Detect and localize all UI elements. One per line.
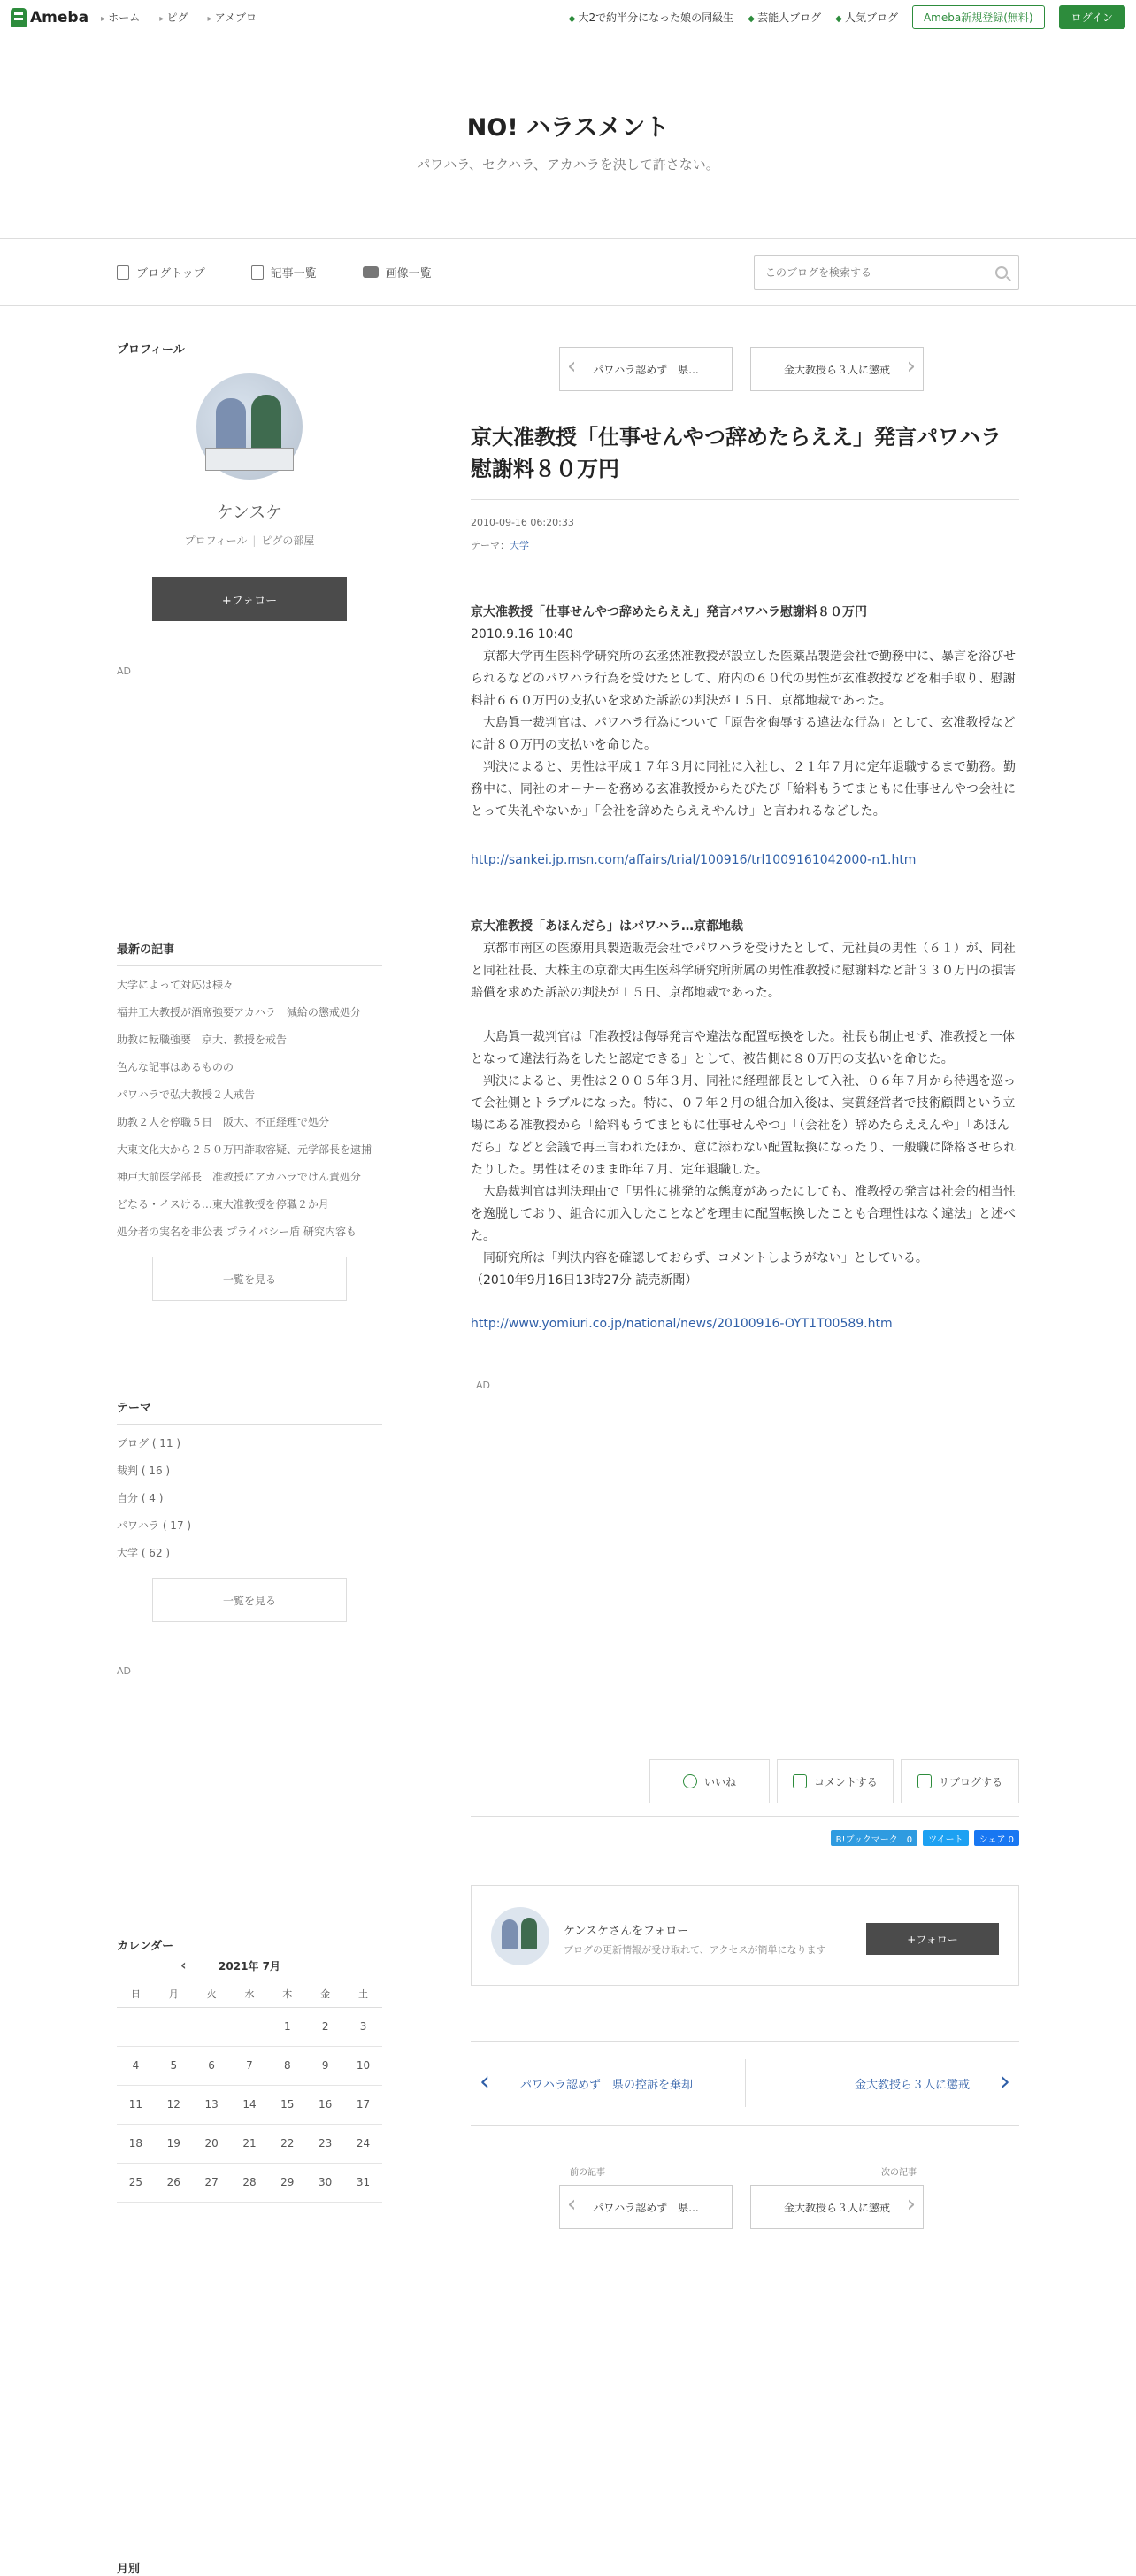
calendar-day[interactable]: 4 bbox=[117, 2046, 155, 2085]
avatar-figure-right bbox=[251, 395, 281, 451]
pager-buttons bbox=[559, 2185, 927, 2229]
follow-button[interactable]: +フォロー bbox=[152, 577, 347, 621]
calendar-day bbox=[231, 2007, 269, 2046]
section-date: 2010.9.16 10:40 bbox=[471, 627, 574, 642]
calendar-day[interactable]: 2 bbox=[306, 2007, 344, 2046]
theme-item[interactable]: パワハラ ( 17 ) bbox=[117, 1519, 192, 1532]
monthly-heading: 月別 bbox=[117, 2563, 141, 2576]
theme-link[interactable]: 大学 bbox=[510, 540, 529, 551]
calendar-heading: カレンダー bbox=[117, 1940, 174, 1953]
ad-label: AD bbox=[117, 665, 131, 677]
calendar-week bbox=[117, 2007, 382, 2046]
weekday: 金 bbox=[306, 1980, 344, 2007]
section-text: 京都市南区の医療用具製造販売会社でパワハラを受けたとして、元社員の男性（６１）が、同社と同社社長、大株主の京都大再生医科学研究所所属の男性准教授に慰謝料など計３３０万円の損害賠償を求めた訴訟の判決が１５日、京都地裁であった。 大島眞一裁判官は「准教授は侮辱発言や違法な配置転換をした。社長も制止せず、准教授と一体となって違法行為をしたと認定できる」として、被告側に８０万円の支払いを命じた。 判決によると、男性は２００５年３月、同社に経理部長として入社、０６年７月から待遇を巡って会社側とトラブルになった。特に、０７年２月の組合加入後は、実質経営者で技術顧問という立場にある准教授から「給料もうてまともに仕事せんやつ」「（会社を）辞めたらええんや」「あほんだら」などと会議で再三言われたほか、意に添わない配置転換になったり、一般職に降格させられたりした。男性はそのまま昨年７月、定年退職した。 大島裁判官は判決理由で「男性に挑発的な態度があったにしても、准教授の発言は社会的相当性を逸脱しており、組合に加入したことなどを理由に配置転換したことも合理性はなく違法」と述べた。 同研究所は「判決内容を確認しておらず、コメントしようがない」としている。 （2010年9月16日13時27分 読売新聞） bbox=[471, 942, 1016, 1288]
calendar-day[interactable]: 11 bbox=[117, 2085, 155, 2124]
calendar-month-label: 2021年 7月 bbox=[219, 1960, 280, 1972]
next-entry-button[interactable]: 金大教授ら３人に懲戒 › bbox=[750, 347, 924, 391]
calendar-week bbox=[117, 2046, 382, 2085]
calendar-day[interactable]: 20 bbox=[193, 2124, 231, 2163]
login-button[interactable]: ログイン bbox=[1059, 5, 1125, 29]
document-icon bbox=[117, 265, 129, 280]
calendar-day[interactable]: 10 bbox=[344, 2046, 382, 2085]
calendar-day[interactable]: 8 bbox=[268, 2046, 306, 2085]
global-header bbox=[0, 0, 1136, 35]
calendar-day[interactable]: 29 bbox=[268, 2163, 306, 2202]
hatena-bookmark-button[interactable]: B!ブックマーク 0 bbox=[831, 1830, 918, 1846]
calendar-day[interactable]: 26 bbox=[155, 2163, 193, 2202]
search-input[interactable] bbox=[765, 266, 995, 279]
next-entry-button[interactable]: 金大教授ら３人に懲戒 › bbox=[750, 2185, 924, 2229]
article-body bbox=[471, 602, 1019, 1396]
calendar-day[interactable]: 1 bbox=[268, 2007, 306, 2046]
title-divider bbox=[471, 499, 1019, 500]
prev-entry-button[interactable]: ‹ パワハラ認めず 県... bbox=[559, 2185, 733, 2229]
profile-avatar[interactable] bbox=[196, 373, 303, 480]
calendar-day[interactable]: 12 bbox=[155, 2085, 193, 2124]
like-label: いいね bbox=[703, 1775, 736, 1788]
pigg-room-link[interactable]: ピグの部屋 bbox=[261, 534, 315, 547]
blog-search bbox=[754, 255, 1019, 290]
article-theme bbox=[471, 538, 529, 552]
follow-avatar bbox=[491, 1907, 549, 1965]
calendar-day[interactable]: 25 bbox=[117, 2163, 155, 2202]
blog-top-link[interactable] bbox=[117, 264, 205, 281]
spacer bbox=[471, 823, 1019, 850]
recent-item[interactable]: パワハラで弘大教授２人戒告 bbox=[117, 1088, 256, 1101]
calendar-day[interactable]: 22 bbox=[268, 2124, 306, 2163]
calendar-day[interactable]: 13 bbox=[193, 2085, 231, 2124]
weekday: 土 bbox=[344, 1980, 382, 2007]
calendar-day[interactable]: 21 bbox=[231, 2124, 269, 2163]
calendar-day[interactable]: 31 bbox=[344, 2163, 382, 2202]
top-pager bbox=[559, 347, 924, 391]
spacer bbox=[471, 872, 1019, 916]
divider: | bbox=[252, 534, 257, 547]
comment-icon bbox=[793, 1774, 807, 1788]
camera-icon bbox=[363, 266, 379, 278]
calendar-day[interactable]: 3 bbox=[344, 2007, 382, 2046]
calendar-day bbox=[117, 2007, 155, 2046]
logo-text: Ameba bbox=[30, 8, 89, 27]
recent-item[interactable]: 助教２人を停職５日 阪大、不正経理で処分 bbox=[117, 1116, 330, 1128]
calendar-day[interactable]: 15 bbox=[268, 2085, 306, 2124]
section-heading: 京大准教授「仕事せんやつ辞めたらええ」発言パワハラ慰謝料８０万円 bbox=[471, 605, 867, 619]
avatar-figure-left bbox=[502, 1919, 518, 1949]
facebook-share-button[interactable]: シェア 0 bbox=[974, 1830, 1019, 1846]
spacer bbox=[471, 1292, 1019, 1313]
article-title[interactable]: 京大准教授「仕事せんやつ辞めたらええ」発言パワハラ慰謝料８０万円 bbox=[471, 425, 1002, 481]
source-link[interactable]: http://www.yomiuri.co.jp/national/news/20100916-OYT1T00589.htm bbox=[471, 1317, 893, 1331]
spacer bbox=[471, 1335, 1019, 1374]
global-nav bbox=[101, 10, 257, 25]
theme-item[interactable]: 自分 ( 4 ) bbox=[117, 1492, 164, 1504]
calendar-day[interactable]: 24 bbox=[344, 2124, 382, 2163]
recent-item[interactable]: 大学によって対応は様々 bbox=[117, 979, 234, 991]
theme-more-button[interactable]: 一覧を見る bbox=[152, 1578, 347, 1622]
recent-item[interactable]: 処分者の実名を非公表 プライバシー盾 研究内容も bbox=[117, 1226, 357, 1238]
calendar-day[interactable]: 30 bbox=[306, 2163, 344, 2202]
copy-icon bbox=[251, 265, 264, 280]
ameba-logo[interactable] bbox=[11, 8, 88, 27]
weekday: 月 bbox=[155, 1980, 193, 2007]
theme-section bbox=[117, 1398, 382, 1622]
avatar-figure-left bbox=[216, 398, 246, 451]
weekday: 水 bbox=[231, 1980, 269, 2007]
popular-blog-link[interactable]: ◆ 人気ブログ bbox=[835, 10, 898, 25]
avatar-desk bbox=[205, 448, 294, 471]
header-right bbox=[569, 5, 1125, 29]
calendar-days bbox=[117, 2007, 382, 2202]
profile-heading: プロフィール bbox=[117, 343, 185, 357]
reaction-buttons bbox=[649, 1759, 1019, 1803]
pager-labels bbox=[559, 2165, 927, 2178]
reblog-button[interactable] bbox=[901, 1759, 1019, 1803]
calendar-day bbox=[155, 2007, 193, 2046]
entry-list-label: 記事一覧 bbox=[270, 267, 317, 281]
nav-ameblo[interactable]: ▸ アメブロ bbox=[207, 10, 256, 25]
calendar-month bbox=[117, 1958, 382, 1973]
recent-heading: 最新の記事 bbox=[117, 940, 382, 966]
comment-label: コメントする bbox=[814, 1775, 878, 1788]
recent-item[interactable]: 色んな記事はあるものの bbox=[117, 1061, 234, 1073]
recent-item[interactable]: 大東文化大から２５０万円詐取容疑、元学部長を逮捕 bbox=[117, 1143, 372, 1156]
calendar-day bbox=[193, 2007, 231, 2046]
calendar-day[interactable]: 28 bbox=[231, 2163, 269, 2202]
blog-nav bbox=[0, 239, 1136, 306]
calendar-weekdays bbox=[117, 1980, 382, 2007]
calendar-week bbox=[117, 2163, 382, 2202]
recent-more-button[interactable]: 一覧を見る bbox=[152, 1257, 347, 1301]
profile-name[interactable]: ケンスケ bbox=[216, 503, 283, 522]
profile-link[interactable]: プロフィール bbox=[184, 534, 248, 547]
ameba-logo-icon bbox=[11, 8, 27, 27]
calendar-week bbox=[117, 2085, 382, 2124]
recent-item[interactable]: 福井工大教授が酒席強要アカハラ 減給の懲戒処分 bbox=[117, 1006, 361, 1019]
next-label: 次の記事 bbox=[881, 2168, 917, 2178]
image-list-link[interactable] bbox=[363, 264, 432, 281]
bottom-pager bbox=[559, 2165, 927, 2229]
calendar-day[interactable]: 17 bbox=[344, 2085, 382, 2124]
image-list-label: 画像一覧 bbox=[385, 267, 432, 281]
source-link[interactable]: http://sankei.jp.msn.com/affairs/trial/100916/trl1009161042000-n1.htm bbox=[471, 853, 917, 867]
recent-item[interactable]: 助教に転職強要 京大、教授を戒告 bbox=[117, 1034, 288, 1046]
ad-label: AD bbox=[476, 1380, 490, 1391]
section-text: 京都大学再生医科学研究所の玄丞烋准教授が設立した医薬品製造会社で勤務中に、暴言を浴びせられるなどのパワハラ行為を受けたとして、府内の６０代の男性が玄准教授などを相手取り、慰謝料計６６０万円の支払いを求めた訴訟の判決が１５日、京都地裁であった。 大島眞一裁判官は、パワハラ行為について「原告を侮辱する違法な行為」として、玄准教授などに計８０万円の支払いを命じた。 判決によると、男性は平成１７年３月に同社に入社し、２１年７月に定年退職するまで勤務。勤務中に、同社のオーナーを務める玄准教授からたびたび「給料もうてまともに仕事せんやつ会社にとって失礼やないか」「会社を辞めたらええやんけ」と言われるなどした。 bbox=[471, 650, 1016, 819]
calendar-day[interactable]: 6 bbox=[193, 2046, 231, 2085]
calendar-day[interactable]: 19 bbox=[155, 2124, 193, 2163]
calendar-day[interactable]: 16 bbox=[306, 2085, 344, 2124]
section-heading: 京大准教授「あほんだら」はパワハラ…京都地裁 bbox=[471, 919, 743, 934]
search-icon[interactable] bbox=[995, 266, 1008, 279]
theme-item[interactable]: 裁判 ( 16 ) bbox=[117, 1465, 171, 1477]
trend-link[interactable]: ◆ 大2で約半分になった娘の同級生 bbox=[569, 10, 734, 25]
entry-nav bbox=[471, 2041, 1019, 2126]
theme-item[interactable]: ブログ ( 11 ) bbox=[117, 1437, 181, 1449]
register-button[interactable]: Ameba新規登録(無料) bbox=[912, 5, 1045, 29]
calendar-day[interactable]: 23 bbox=[306, 2124, 344, 2163]
calendar-day[interactable]: 7 bbox=[231, 2046, 269, 2085]
calendar bbox=[117, 1936, 382, 2203]
recent-item[interactable]: どなる・イスける…東大准教授を停職２か月 bbox=[117, 1198, 329, 1211]
chevron-left-icon[interactable]: ‹ bbox=[180, 1957, 187, 1973]
calendar-day[interactable]: 5 bbox=[155, 2046, 193, 2085]
comment-button[interactable] bbox=[777, 1759, 894, 1803]
theme-list bbox=[117, 1435, 382, 1562]
calendar-day[interactable]: 14 bbox=[231, 2085, 269, 2124]
theme-prefix: テーマ： bbox=[471, 540, 510, 551]
ad-label: AD bbox=[117, 1665, 131, 1677]
divider bbox=[471, 1816, 1019, 1817]
avatar-figure-right bbox=[521, 1918, 537, 1949]
smile-icon bbox=[683, 1774, 697, 1788]
like-button[interactable] bbox=[649, 1759, 770, 1803]
recent-item[interactable]: 神戸大前医学部長 准教授にアカハラでけん責処分 bbox=[117, 1171, 361, 1183]
blog-top-label: ブログトップ bbox=[136, 267, 205, 281]
theme-heading: テーマ bbox=[117, 1398, 382, 1425]
next-entry-link[interactable]: 金大教授ら３人に懲戒 › bbox=[746, 2059, 1020, 2107]
weekday: 日 bbox=[117, 1980, 155, 2007]
follow-title: ケンスケさんをフォロー bbox=[564, 1925, 689, 1938]
nav-pigg[interactable]: ▸ ピグ bbox=[159, 10, 188, 25]
celebrity-blog-link[interactable]: ◆ 芸能人ブログ bbox=[748, 10, 821, 25]
calendar-table bbox=[117, 1980, 382, 2203]
follow-card bbox=[471, 1885, 1019, 1986]
entry-list-link[interactable] bbox=[251, 264, 317, 281]
blog-header bbox=[0, 35, 1136, 239]
calendar-day[interactable]: 27 bbox=[193, 2163, 231, 2202]
follow-subtitle: ブログの更新情報が受け取れて、アクセスが簡単になります bbox=[564, 1944, 826, 1956]
weekday: 火 bbox=[193, 1980, 231, 2007]
share-buttons bbox=[831, 1830, 1019, 1846]
prev-label: 前の記事 bbox=[570, 2168, 605, 2178]
prev-entry-link[interactable]: ‹ パワハラ認めず 県の控訴を棄却 bbox=[471, 2059, 746, 2107]
reblog-icon bbox=[917, 1774, 932, 1788]
article-date: 2010-09-16 06:20:33 bbox=[471, 517, 574, 528]
weekday: 木 bbox=[268, 1980, 306, 2007]
tweet-button[interactable]: ツイート bbox=[923, 1830, 969, 1846]
prev-entry-button[interactable]: ‹ パワハラ認めず 県... bbox=[559, 347, 733, 391]
blog-title[interactable]: NO! ハラスメント bbox=[466, 114, 670, 142]
nav-home[interactable]: ▸ ホーム bbox=[101, 10, 140, 25]
reblog-label: リブログする bbox=[938, 1775, 1002, 1788]
recent-entries bbox=[117, 940, 382, 1301]
follow-card-button[interactable]: +フォロー bbox=[866, 1923, 999, 1955]
profile-links bbox=[117, 533, 382, 548]
calendar-day[interactable]: 18 bbox=[117, 2124, 155, 2163]
recent-list bbox=[117, 977, 382, 1241]
theme-item[interactable]: 大学 ( 62 ) bbox=[117, 1547, 171, 1559]
calendar-week bbox=[117, 2124, 382, 2163]
blog-description: パワハラ、セクハラ、アカハラを決して許さない。 bbox=[417, 157, 719, 173]
calendar-day[interactable]: 9 bbox=[306, 2046, 344, 2085]
